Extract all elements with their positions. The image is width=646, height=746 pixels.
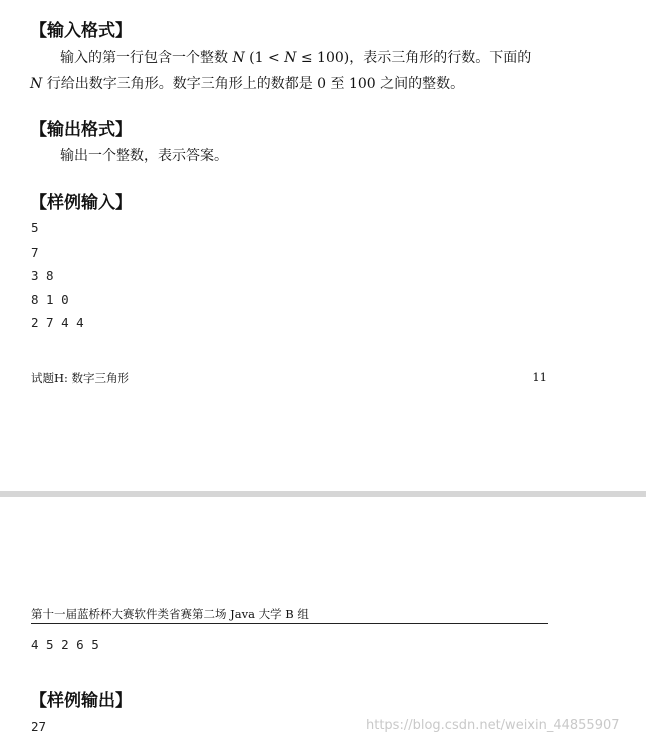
sample-input-line: 3 8: [31, 268, 54, 283]
running-header: 第十一届蓝桥杯大赛软件类省赛第二场 Java 大学 B 组: [31, 607, 309, 621]
sample-input-continued: 4 5 2 6 5: [31, 637, 99, 652]
sample-output-value: 27: [31, 719, 47, 734]
page-footer-title: 试题H: 数字三角形: [31, 371, 130, 385]
output-format-paragraph: [30, 143, 550, 169]
page-number: 11: [532, 370, 547, 384]
sample-input-line: 8 1 0: [31, 292, 69, 307]
sample-input-line: 2 7 4 4: [31, 315, 84, 330]
output-format-heading: 【输出格式】: [30, 120, 132, 140]
input-format-heading: 【输入格式】: [30, 21, 132, 41]
input-format-line-2: N 行给出数字三角形。数字三角形上的数都是 0 至 100 之间的整数。: [30, 76, 465, 92]
output-format-text: 输出一个整数，表示答案。: [60, 148, 228, 164]
header-rule: [31, 623, 548, 624]
sample-output-heading: 【样例输出】: [30, 691, 132, 711]
sample-input-line: 7: [31, 245, 39, 260]
input-format-paragraph: [30, 45, 550, 97]
watermark: https://blog.csdn.net/weixin_44855907: [366, 718, 620, 733]
sample-input-heading: 【样例输入】: [30, 193, 132, 213]
input-format-line-1: 输入的第一行包含一个整数 N (1 < N ≤ 100)，表示三角形的行数。下面的: [60, 50, 532, 66]
sample-input-line: 5: [31, 220, 39, 235]
